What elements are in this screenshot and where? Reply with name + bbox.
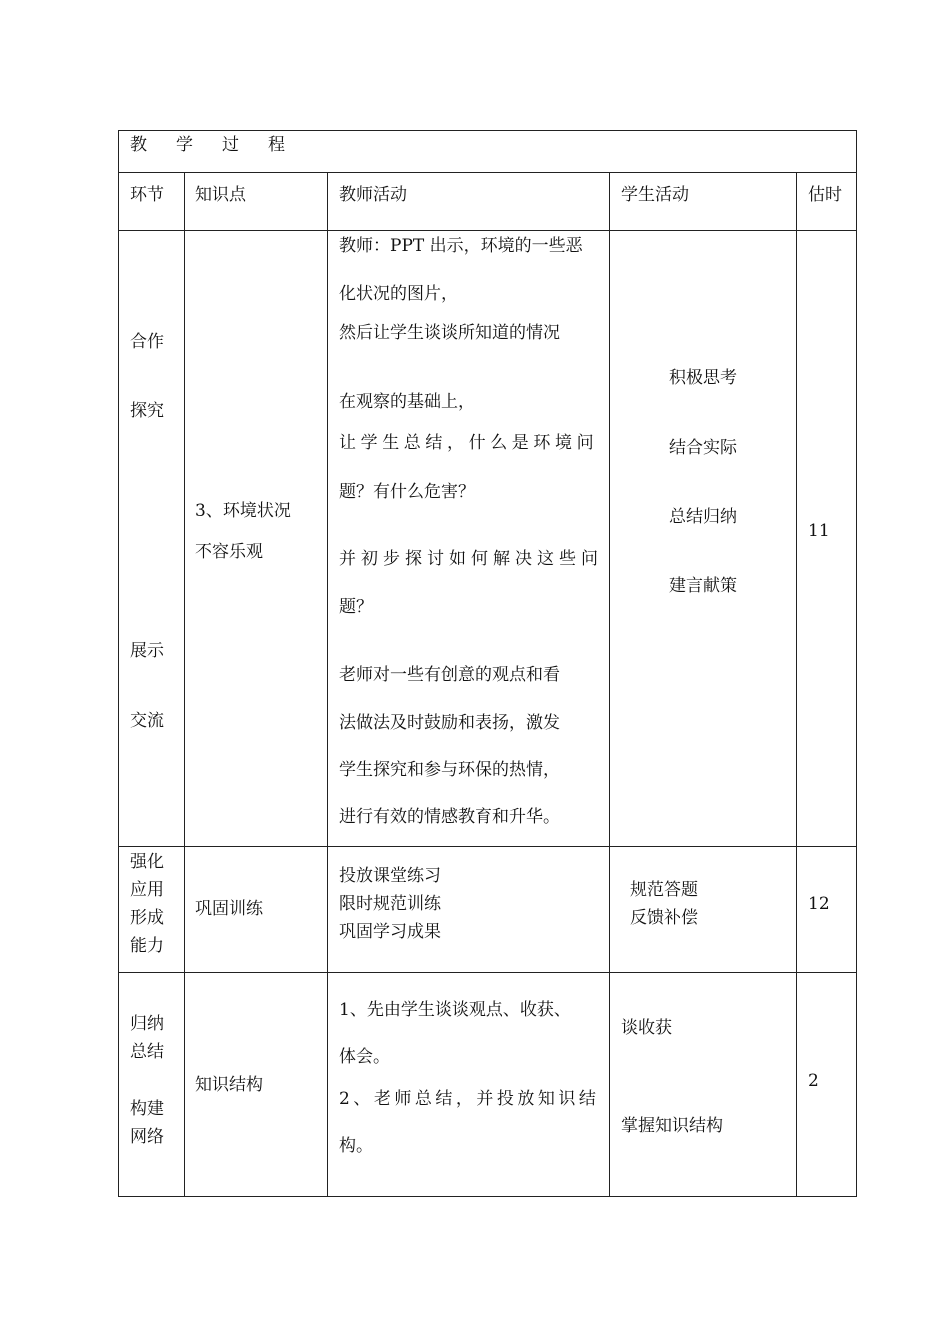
row3-knowledge: 知识结构 <box>195 1075 263 1095</box>
row1-teacher-line: 然后让学生谈谈所知道的情况 <box>339 323 560 343</box>
row1-teacher-line: 化状况的图片， <box>339 284 458 304</box>
row1-teacher-line: 学生探究和参与环保的热情， <box>339 760 560 780</box>
row1-teacher-line: 题？有什么危害？ <box>339 482 475 502</box>
row2-stage-line: 形成 <box>130 908 164 928</box>
row3-stage-line: 总结 <box>130 1042 164 1062</box>
row1-teacher-line: 让学生总结，什么是环境问 <box>339 433 599 453</box>
row3-teacher-line: 体会。 <box>339 1047 390 1067</box>
row2-teacher-line: 投放课堂练习 <box>339 866 441 886</box>
row2-teacher-line: 限时规范训练 <box>339 894 441 914</box>
row1-teacher-line: 法做法及时鼓励和表扬，激发 <box>339 713 560 733</box>
row2-stage-line: 应用 <box>130 880 164 900</box>
row2-student-line: 规范答题 <box>630 880 698 900</box>
row3-teacher-line: 2、老师总结，并投放知识结 <box>339 1089 600 1109</box>
row3-stage-line: 构建 <box>130 1099 164 1119</box>
row1-teacher-line: 题？ <box>339 597 373 617</box>
table-border-top <box>118 130 857 131</box>
row1-knowledge-line: 3、环境状况 <box>195 501 291 521</box>
row3-time: 2 <box>808 1071 819 1091</box>
header-teacher: 教师活动 <box>339 185 407 205</box>
table-divider-row3 <box>118 972 857 973</box>
row2-stage-line: 强化 <box>130 852 164 872</box>
row1-stage-line: 探究 <box>130 401 164 421</box>
column-divider-2 <box>327 172 328 1197</box>
header-student: 学生活动 <box>621 185 689 205</box>
row1-stage-line: 交流 <box>130 711 164 731</box>
table-divider-row1 <box>118 230 857 231</box>
row1-teacher-line: 老师对一些有创意的观点和看 <box>339 665 560 685</box>
row1-knowledge-line: 不容乐观 <box>195 542 263 562</box>
row1-teacher-line: 在观察的基础上， <box>339 392 475 412</box>
row1-time: 11 <box>808 521 830 541</box>
table-border-bottom <box>118 1196 857 1197</box>
row1-student-line: 结合实际 <box>669 438 737 458</box>
header-stage: 环节 <box>130 185 164 205</box>
row1-stage-line: 合作 <box>130 332 164 352</box>
column-divider-4 <box>796 172 797 1197</box>
row1-teacher-line: 并初步探讨如何解决这些问 <box>339 549 603 569</box>
column-divider-3 <box>609 172 610 1197</box>
row2-stage-line: 能力 <box>130 936 164 956</box>
row1-student-line: 积极思考 <box>669 368 737 388</box>
row2-student-line: 反馈补偿 <box>630 908 698 928</box>
table-border-left <box>118 130 119 1197</box>
table-divider-row2 <box>118 846 857 847</box>
row3-teacher-line: 构。 <box>339 1136 373 1156</box>
row3-stage-line: 归纳 <box>130 1014 164 1034</box>
row1-student-line: 建言献策 <box>669 576 737 596</box>
table-border-right <box>856 130 857 1197</box>
row2-knowledge: 巩固训练 <box>195 899 263 919</box>
row2-teacher-line: 巩固学习成果 <box>339 922 441 942</box>
row3-student-line: 谈收获 <box>621 1018 672 1038</box>
table-divider-header <box>118 172 857 173</box>
row1-student-line: 总结归纳 <box>669 507 737 527</box>
row1-teacher-line: 进行有效的情感教育和升华。 <box>339 807 560 827</box>
header-knowledge: 知识点 <box>195 185 246 205</box>
row3-student-line: 掌握知识结构 <box>621 1116 723 1136</box>
row3-stage-line: 网络 <box>130 1127 164 1147</box>
row1-stage-line: 展示 <box>130 641 164 661</box>
column-divider-1 <box>184 172 185 1197</box>
header-time: 估时 <box>808 185 842 205</box>
row2-time: 12 <box>808 894 830 914</box>
row3-teacher-line: 1、先由学生谈谈观点、收获、 <box>339 1000 571 1020</box>
table-title: 教 学 过 程 <box>130 135 291 155</box>
row1-teacher-line: 教师：PPT 出示，环境的一些恶 <box>339 236 583 256</box>
